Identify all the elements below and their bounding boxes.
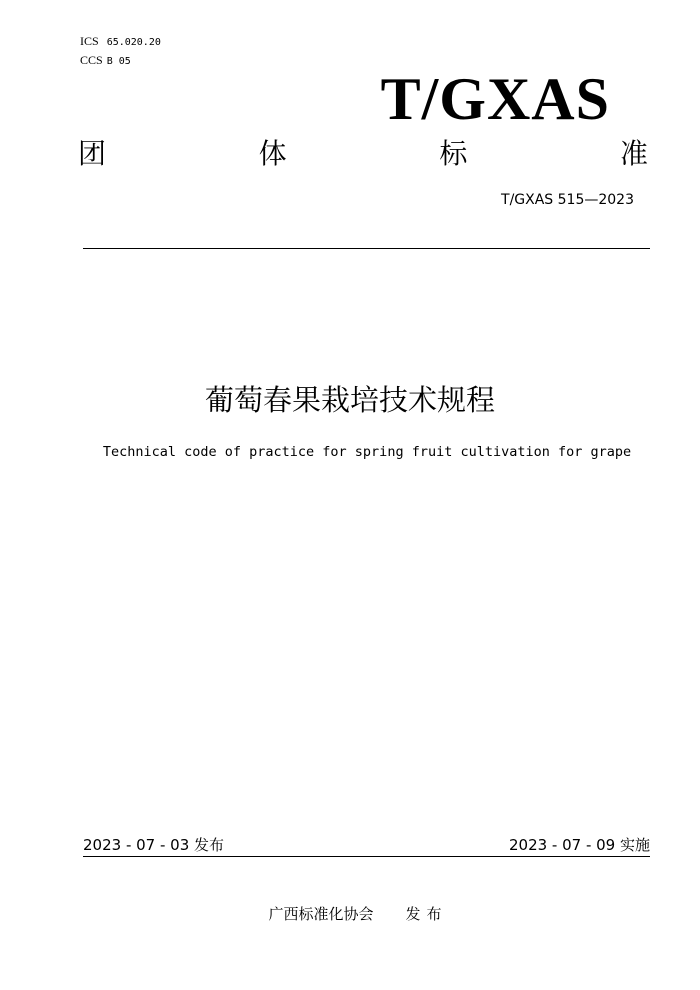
publisher-action: 发布 — [405, 905, 448, 923]
implementation-date: 2023 - 07 - 09 实施 — [508, 836, 650, 854]
issue-date: 2023 - 07 - 03 发布 — [83, 836, 225, 854]
ics-label: ICS — [80, 34, 99, 48]
ccs-label: CCS — [80, 53, 103, 67]
standard-type-char: 准 — [619, 137, 648, 170]
ics-value: 65.020.20 — [106, 37, 161, 48]
ics-code — [80, 34, 161, 50]
standard-type-char: 团 — [78, 137, 107, 170]
document-title-english: Technical code of practice for spring fruit cultivation for grape — [102, 444, 632, 460]
publisher-name: 广西标准化协会 — [268, 905, 374, 923]
ccs-value: B 05 — [106, 56, 131, 67]
ccs-code — [80, 53, 131, 69]
top-divider — [83, 248, 650, 249]
standard-type — [78, 134, 648, 174]
organization-logo: T/GXAS — [380, 66, 610, 132]
standard-type-char: 标 — [439, 137, 468, 170]
standard-type-char: 体 — [258, 137, 287, 170]
document-title-chinese: 葡萄春果栽培技术规程 — [204, 383, 495, 417]
bottom-divider — [83, 856, 650, 857]
standard-number: T/GXAS 515—2023 — [501, 192, 634, 208]
publisher-line — [0, 902, 700, 926]
